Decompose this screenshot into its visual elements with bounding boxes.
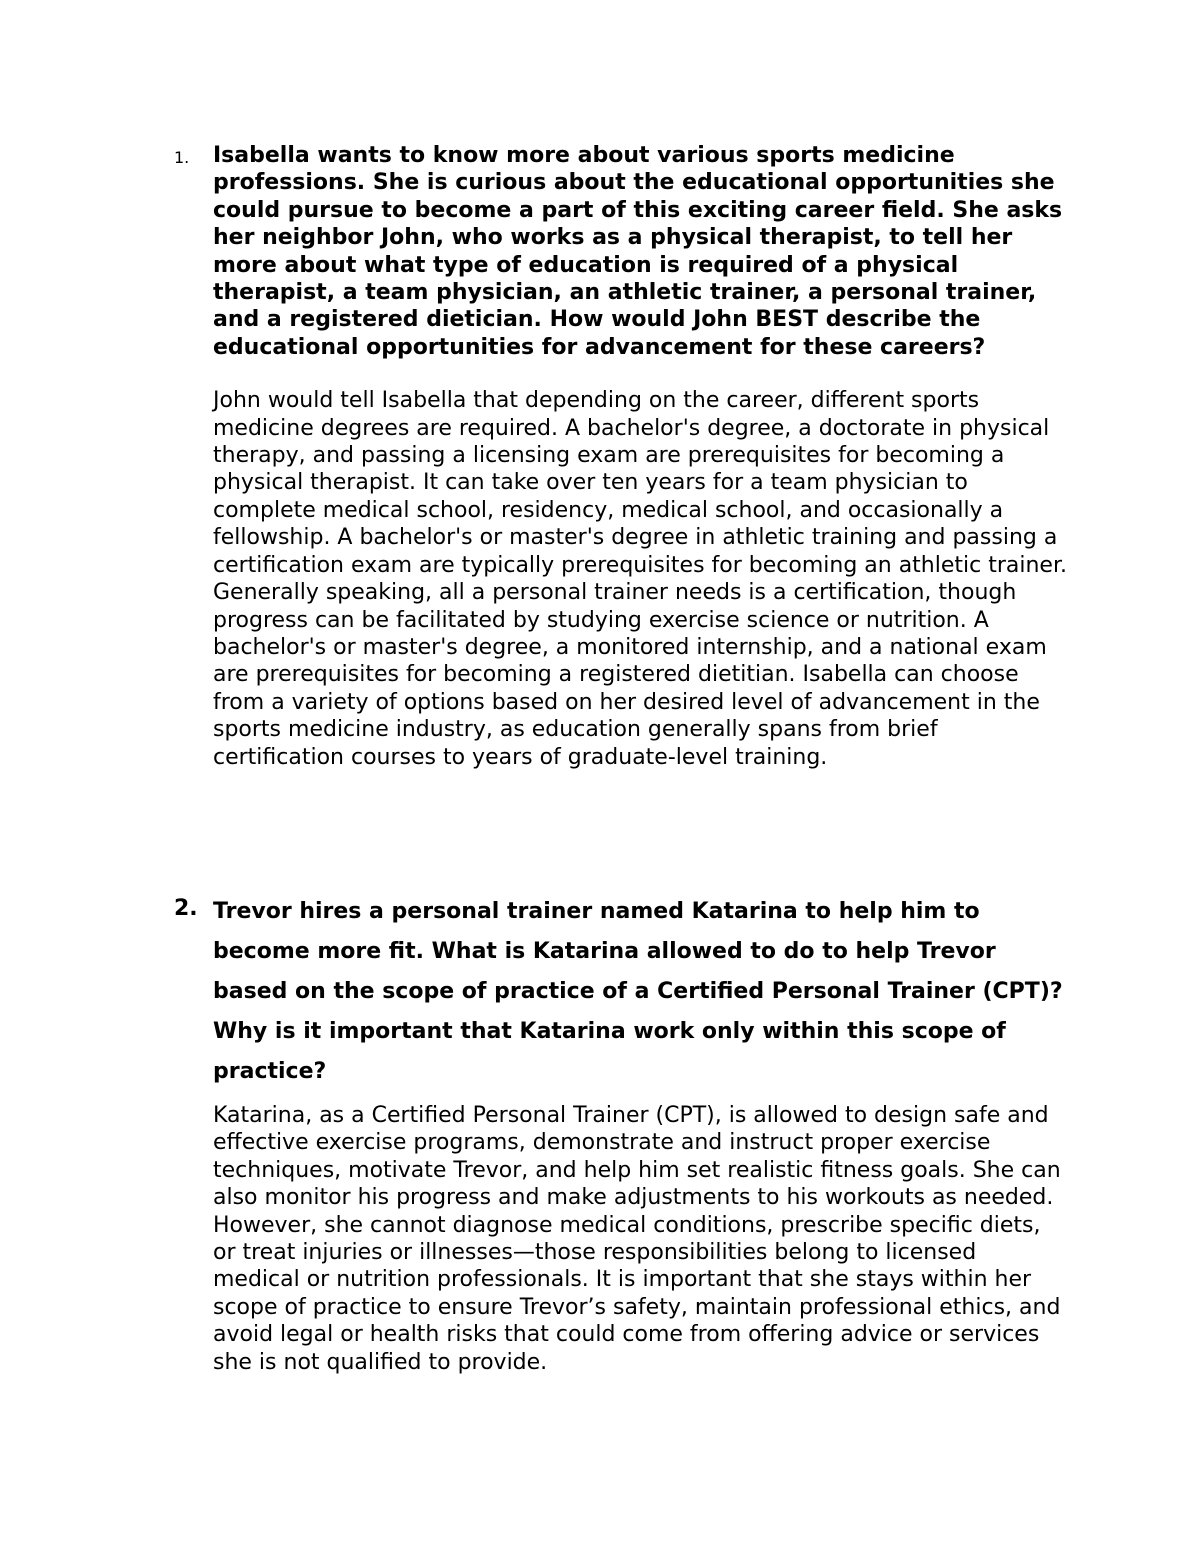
question-text: Trevor hires a personal trainer named Katarina to help him to become more fit. What is Katarina allowed to do to help Trevor based on the scope of practice of a Certified Personal Trainer (CPT)? Why is it important that Katarina work only within this scope of practice? bbox=[213, 899, 1063, 1084]
question-text: Isabella wants to know more about various sports medicine professions. She is curious about the educational opportunities she could pursue to become a part of this exciting career field. She asks her neighbor John, who works as a physical therapist, to tell her more about what type of education is required of a physical therapist, a team physician, an athletic trainer, a personal trainer, and a registered dietician. How would John BEST describe the educational opportunities for advancement for these careers? bbox=[213, 143, 1063, 360]
question-number: 1. bbox=[174, 148, 190, 167]
question-number: 2. bbox=[174, 896, 198, 921]
question-body bbox=[213, 892, 1068, 1376]
question-body bbox=[213, 142, 1068, 771]
answer-text: Katarina, as a Certified Personal Trainer (CPT), is allowed to design safe and effective exercise programs, demonstrate and instruct proper exercise techniques, motivate Trevor, and help him set realistic fitness goals. She can also monitor his progress and make adjustments to his workouts as needed. However, she cannot diagnose medical conditions, prescribe specific diets, or treat injuries or illnesses—those responsibilities belong to licensed medical or nutrition professionals. It is important that she stays within her scope of practice to ensure Trevor’s safety, maintain professional ethics, and avoid legal or health risks that could come from offering advice or services she is not qualified to provide. bbox=[213, 1103, 1061, 1375]
answer-text: John would tell Isabella that depending on the career, different sports medicine degrees are required. A bachelor's degree, a doctorate in physical therapy, and passing a licensing exam are prerequisites for becoming a physical therapist. It can take over ten years for a team physician to complete medical school, residency, medical school, and occasionally a fellowship. A bachelor's or master's degree in athletic training and passing a certification exam are typically prerequisites for becoming an athletic trainer. Generally speaking, all a personal trainer needs is a certification, though progress can be facilitated by studying exercise science or nutrition. A bachelor's or master's degree, a monitored internship, and a national exam are prerequisites for becoming a registered dietitian. Isabella can choose from a variety of options based on her desired level of advancement in the sports medicine industry, as education generally spans from brief certification courses to years of graduate-level training. bbox=[213, 388, 1067, 770]
question-item-2 bbox=[174, 892, 1074, 1376]
question-item-1 bbox=[174, 142, 1074, 771]
